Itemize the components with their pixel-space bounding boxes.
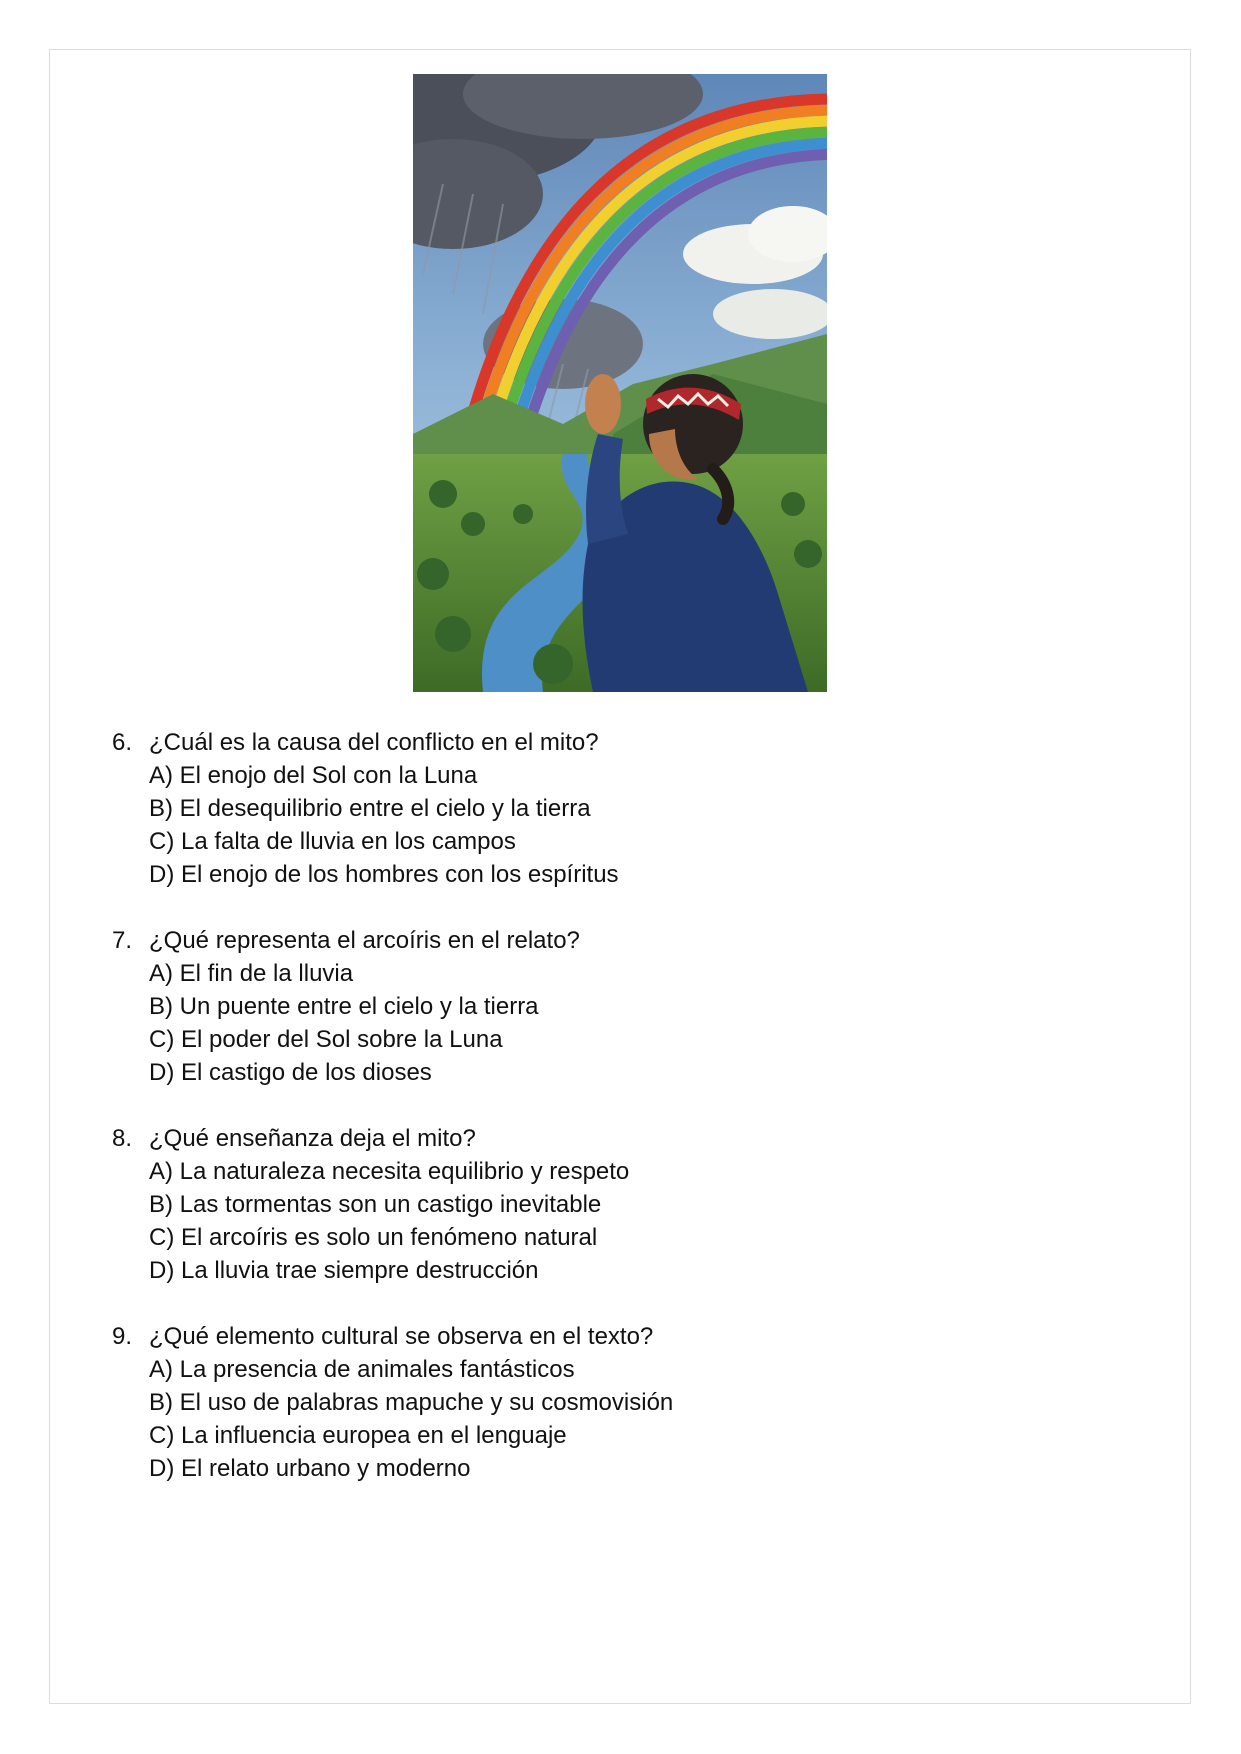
- option-item: A) El fin de la lluvia: [149, 960, 354, 987]
- option-item: D) El enojo de los hombres con los espíritus: [149, 861, 619, 888]
- question-text: ¿Qué representa el arcoíris en el relato?: [149, 927, 580, 954]
- question-text: ¿Cuál es la causa del conflicto en el mito?: [149, 729, 599, 756]
- question-number: 8.: [112, 1125, 133, 1152]
- question-list: [112, 726, 1112, 1518]
- option-item: A) La presencia de animales fantásticos: [149, 1356, 575, 1383]
- option-item: B) El desequilibrio entre el cielo y la tierra: [149, 795, 591, 822]
- option-list: [112, 759, 1112, 891]
- question-prompt: [112, 1122, 1112, 1155]
- question-number: 9.: [112, 1323, 133, 1350]
- question-prompt: [112, 924, 1112, 957]
- option-item: C) La falta de lluvia en los campos: [149, 828, 516, 855]
- option-list: [112, 1353, 1112, 1485]
- question-prompt: [112, 1320, 1112, 1353]
- question-text: ¿Qué enseñanza deja el mito?: [149, 1125, 476, 1152]
- option-item: C) La influencia europea en el lenguaje: [149, 1422, 567, 1449]
- option-item: D) El relato urbano y moderno: [149, 1455, 471, 1482]
- question-prompt: [112, 726, 1112, 759]
- option-item: D) El castigo de los dioses: [149, 1059, 432, 1086]
- question-7: [112, 924, 1112, 1089]
- question-6: [112, 726, 1112, 891]
- option-item: C) El poder del Sol sobre la Luna: [149, 1026, 503, 1053]
- option-item: D) La lluvia trae siempre destrucción: [149, 1257, 539, 1284]
- option-item: A) La naturaleza necesita equilibrio y respeto: [149, 1158, 630, 1185]
- question-number: 7.: [112, 927, 133, 954]
- option-item: B) Las tormentas son un castigo inevitable: [149, 1191, 602, 1218]
- question-8: [112, 1122, 1112, 1287]
- option-list: [112, 957, 1112, 1089]
- rainbow-child-painting-icon: [413, 74, 827, 692]
- question-text: ¿Qué elemento cultural se observa en el texto?: [149, 1323, 654, 1350]
- question-number: 6.: [112, 729, 133, 756]
- option-item: B) Un puente entre el cielo y la tierra: [149, 993, 539, 1020]
- option-item: C) El arcoíris es solo un fenómeno natural: [149, 1224, 598, 1251]
- option-list: [112, 1155, 1112, 1287]
- question-9: [112, 1320, 1112, 1485]
- option-item: B) El uso de palabras mapuche y su cosmovisión: [149, 1389, 674, 1416]
- option-item: A) El enojo del Sol con la Luna: [149, 762, 478, 789]
- rainbow-illustration: [413, 74, 827, 692]
